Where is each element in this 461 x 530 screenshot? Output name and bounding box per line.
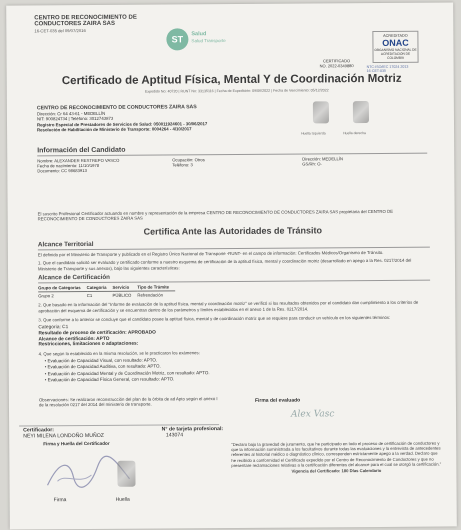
center-address: Dirección: Cr 64 43-61 - MEDELLÍN	[36, 110, 106, 117]
onac-label: ACREDITADO	[383, 33, 408, 38]
header-cert-line: 16-CET-035 del 09/07/2016	[34, 28, 86, 34]
document-title: Certificado de Aptitud Física, Mental Y de Coordinación Motriz	[61, 72, 402, 88]
fingerprints	[301, 101, 427, 136]
fingerprint-left-icon	[313, 101, 329, 123]
table-header: Categoría	[87, 285, 113, 292]
center-nit: NIT: 900824734 | Teléfono: 3012743873	[36, 116, 114, 122]
certifier-label: Certificador:	[23, 427, 55, 434]
center-info	[37, 104, 277, 133]
certificate-number-label: CERTIFICADO	[323, 58, 351, 64]
observations: Observaciones: Se realizaron reconstrucción del plan de la órbita de ad Apto según el anexo I de la resolución 0217 del 2014 del ministerio de transporte.	[38, 396, 218, 408]
list-item: • Evaluación de Capacidad Física General, con resultado: APTO.	[44, 376, 175, 383]
table-row	[38, 291, 175, 298]
table-header: Grupo de Categorías	[38, 285, 87, 292]
thumb-label-left: Huella Izquierda	[301, 131, 326, 136]
table-header: Tipo de Trámite	[137, 285, 175, 292]
onac-badge	[372, 31, 418, 63]
result-process: Resultado de proceso de certificación: APROBADO	[38, 330, 156, 337]
evaluated-signature-area	[231, 407, 431, 428]
onac-sub: ORGANISMO NACIONAL DE ACREDITACIÓN DE COLOMBIA	[374, 47, 417, 60]
salud-transporte-logo	[166, 28, 240, 55]
accreditation-text: NTC-ISO/IEC 17024 2013 16-CET-035	[366, 64, 409, 74]
candidate-title: Información del Candidato	[37, 146, 126, 155]
certifier-name: NEYI MILENA LONDOÑO MUÑOZ	[23, 432, 104, 440]
scope-title: Alcance Territorial	[37, 240, 94, 249]
fingerprint-right-icon	[353, 101, 369, 123]
list-item: • Evaluación de Capacidad Auditiva, con resultado: APTO.	[44, 363, 161, 370]
candidate-rh: GS/Rh: O-	[302, 161, 322, 167]
item-3: 3. Que conforme a lo anterior se concluye que el candidato posee la aptitud física, mental y de coordinación motriz que se requiere para conducir un vehículo en los siguientes términos:	[38, 314, 391, 323]
scope-section	[38, 239, 431, 384]
logo-name: Salud	[191, 31, 207, 38]
scope-text: El definido por el Ministerio de Transporte y publicado en el Registro Único Nacional de Transporte -RUNT- en el campo de información: Certificados Médicos/Organismo de Tránsito.	[37, 249, 384, 258]
huella-label: Huella	[115, 496, 130, 503]
table-cell: Refrendación	[137, 292, 163, 298]
item-2: 2. Que basado en la información del "Informe de evaluación de la aptitud física, mental y coordinación motriz" se verificó si los resultados obtenidos por el candidato dan cumplimiento a los criterios de aprobación del esquema de certificación y se encuentran dentro de los parámetros y límites establecidos en el anexo 1 de la Res. 0217/2014.	[38, 299, 419, 313]
list-item: • Evaluación de Capacidad Mental y de Coordinación Motriz, con resultado: APTO.	[44, 369, 210, 376]
declaration-text: "Declaro bajo la gravedad de juramento, que he participado en todo el proceso de certificación de conductores y que la información suministrada a los facultativos durante todas las evaluaciones y la entrevista de antecedentes referentes al historial médico o diagnóstico clínico, corresponden estrictamente apego a la verdad. Declaro que he recibido a conformidad el Certificado expedido por el Centro de Reconocimiento de Conductores y que no presentare reclamaciones relativas a la certificación diferentes del alcance para el cual se otorgó la certificación."	[231, 440, 442, 468]
candidate-phone: Teléfono: 3	[172, 162, 193, 168]
candidate-document: Documento: CC 98683913	[37, 168, 87, 174]
cert-scope-title: Alcance de Certificación	[38, 274, 110, 282]
certifies-title: Certifica Ante las Autoridades de Tránsito	[143, 225, 322, 237]
candidate-name: Nombre: ALEXANDER RESTREPO VASCO	[37, 157, 120, 164]
logo-sub: Salud Transporte	[191, 38, 226, 44]
exam-list	[39, 356, 431, 384]
center-registry: Registro Especial de Prestadores de Servicios de Salud: 050011924601 - 30/06/2017	[36, 120, 208, 128]
candidate-address: Dirección: MEDELLÍN	[302, 156, 344, 162]
onac-name: ONAC	[382, 37, 409, 48]
evaluated-signature-label: Firma del evaluado	[254, 397, 301, 404]
evaluated-signature: Alex Vasc	[291, 409, 335, 420]
center-name: CENTRO DE RECONOCIMIENTO DE CONDUCTORES ZAIRA SAS	[36, 104, 197, 112]
intro-text: El suscrito Profesional Certificador actuando en nombre y representación de la empresa CENTRO DE RECONOCIMIENTO DE CONDUCTORES ZAIRA SAS propietaria del CENTRO DE RECONOCIMIENTO DE CONDUCTORES ZAIRA SAS	[37, 208, 394, 222]
table-cell: PÚBLICO	[112, 292, 132, 299]
item-4: 4. Que según lo establecido en la misma resolución, se le practicaron los exámenes:	[38, 350, 200, 357]
logo-circle-icon: ST	[166, 28, 188, 50]
result-block	[38, 323, 430, 348]
certifier-sign-label: Firma y Huella del Certificador	[43, 440, 110, 447]
result-restrictions: Restricciones, limitaciones o adaptaciones:	[38, 341, 139, 348]
center-resolution: Resolución de Habilitación de Ministerio de Transporte: 0004264 - 4/10/2017	[37, 126, 192, 133]
result-status: Alcance de certificación: APTO	[38, 336, 110, 342]
candidate-occupation: Ocupación: Otros	[172, 157, 205, 163]
candidate-birth: Fecha de nacimiento: 11/10/1978	[37, 162, 100, 169]
certificate-number-block	[307, 59, 367, 69]
firma-label: Firma	[53, 497, 67, 504]
result-category: Categoría: C1	[38, 325, 69, 331]
expedition-line: Expedido No: 40720 | RUNT No: 33135116 | Fecha de Expedición: 09/06/2022 | Fecha de Vencimiento: 05/12/2022	[144, 88, 329, 94]
declaration	[231, 441, 441, 475]
certifier-fingerprint-icon	[117, 461, 135, 487]
card-number: 143074	[165, 432, 184, 439]
header-company: CENTRO DE RECONOCIMIENTO DE CONDUCTORES ZAIRA SAS	[34, 14, 137, 28]
card-label: N° de tarjeta profesional:	[161, 426, 224, 433]
certifier-block	[23, 426, 223, 447]
table-cell: Grupo 2	[38, 293, 54, 299]
scope-item-1: 1. Que el candidato solicitó ser evaluado y certificado conforme a nuestro esquema de certificación de la aptitud física, mental y coordinación motriz (desarrollado en apego a la Res. 0217/2014 del Ministerio de Transporte y sus anexos), bajo las siguientes características:	[37, 258, 412, 272]
list-item: • Evaluación de Capacidad Visual, con resultado: APTO.	[44, 357, 158, 364]
validity: Vigencia del Certificado: 180 Días Calendario	[291, 467, 382, 474]
thumb-label-right: Huella derecha	[343, 131, 366, 136]
candidate-section	[37, 145, 427, 174]
certificate-page	[6, 2, 457, 529]
certifier-signature-area	[39, 452, 199, 515]
cert-scope-table	[38, 285, 175, 299]
table-header: Servicio	[112, 285, 137, 292]
table-cell: C1	[86, 293, 93, 299]
certificate-number: NO. 2022-0349880	[319, 62, 354, 68]
